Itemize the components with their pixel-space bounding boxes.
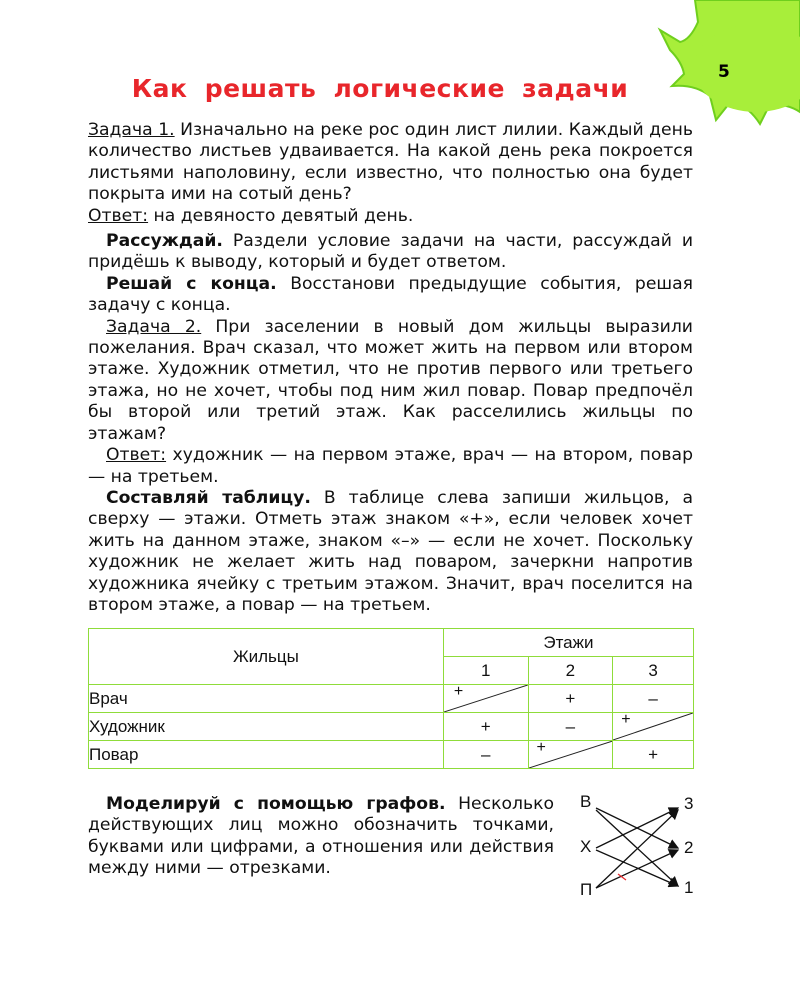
graph-node-floor1: 1 [684, 878, 694, 897]
table-row-artist [89, 713, 694, 741]
row-name: Художник [89, 713, 444, 741]
task2-answer [88, 445, 693, 488]
tip-table-text: В таблице слева запиши жильцов, а сверху — этажи. Отметь этаж знаком «+», если человек хочет жить на данном этаже, знаком «–» — если не хочет. Поскольку художник не желает жить над поваром, зачеркни напротив художника ячейку с третьим этажом. Значит, врач поселится на втором этаже, а повар — на третьем. [88, 487, 693, 615]
cell-cook-floor3: + [613, 741, 694, 769]
row-name: Врач [89, 685, 444, 713]
cell-doctor-floor3: – [613, 685, 694, 713]
tip-table [88, 488, 693, 616]
floor-header-3: 3 [613, 657, 694, 685]
task2-text: При заселении в новый дом жильцы выразили пожелания. Врач сказал, что может жить на первом или втором этаже. Художник отметил, что не против первого или третьего этажа, но не хочет, чтобы под ним жил повар. Повар предпочёл бы второй или третий этаж. Как расселились жильцы по этажам? [88, 316, 693, 444]
graph-node-floor2: 2 [684, 838, 694, 857]
mark: + [453, 683, 464, 700]
task1-text: Изначально на реке рос один лист лилии. Каждый день количество листьев удваивается. На какой день река покроется листьями наполовину, если известно, что полностью она будет покрыта ими на сотый день? [88, 120, 693, 205]
tip-reason-label: Рассуждай. [106, 231, 223, 252]
tip-from-end [88, 274, 693, 317]
task1-paragraph [88, 120, 693, 206]
header-residents: Жильцы [89, 629, 444, 685]
task1-answer [88, 206, 693, 227]
tip-table-label: Составляй таблицу. [106, 487, 311, 508]
tip-reason-text: Раздели условие задачи на части, рассуждай и придёшь к выводу, который и будет ответом. [88, 231, 693, 273]
header-floors: Этажи [443, 629, 693, 657]
cell-doctor-floor1 [443, 685, 528, 713]
cell-artist-floor3 [613, 713, 694, 741]
floor-header-1: 1 [443, 657, 528, 685]
tip-graph-text: Несколько действующих лиц можно обозначить точками, буквами или цифрами, а отношения или действия между ними — отрезками. [88, 794, 554, 879]
graph-tip [88, 794, 554, 880]
task2-answer-label: Ответ: [106, 445, 167, 466]
mark: + [536, 739, 546, 756]
table-row-cook [89, 741, 694, 769]
residents-floors-table [88, 628, 694, 769]
corner-splash-decoration [620, 0, 800, 140]
cell-artist-floor2: – [528, 713, 613, 741]
cell-cook-floor1: – [443, 741, 528, 769]
cell-cook-floor2 [528, 741, 613, 769]
cell-doctor-floor2: + [528, 685, 613, 713]
mark: + [621, 711, 631, 728]
graph-node-floor3: 3 [684, 794, 694, 813]
page-title: Как решать логические задачи [131, 74, 629, 103]
graph-node-artist: Х [580, 837, 592, 856]
floor-header-2: 2 [528, 657, 613, 685]
table-row-doctor [89, 685, 694, 713]
task1-label: Задача 1. [88, 120, 175, 140]
task2-answer-text: художник — на первом этаже, врач — на втором, повар — на третьем. [88, 445, 693, 487]
relation-graph [574, 790, 704, 905]
main-text [88, 120, 693, 616]
tip-from-end-text: Восстанови предыдущие события, решая задачу с конца. [88, 273, 693, 316]
graph-node-cook: П [580, 880, 593, 899]
tip-from-end-label: Решай с конца. [106, 273, 277, 294]
task2-label: Задача 2. [106, 316, 202, 337]
task2-paragraph [88, 317, 693, 445]
page-number: 5 [718, 62, 730, 82]
cell-artist-floor1: + [443, 713, 528, 741]
graph-node-doctor: В [580, 792, 592, 811]
task1-answer-label: Ответ: [88, 205, 149, 226]
task1-answer-text: на девяносто девятый день. [148, 205, 414, 226]
tip-graph-label: Моделируй с помощью графов. [106, 794, 446, 814]
row-name: Повар [89, 741, 444, 769]
tip-reason [88, 231, 693, 274]
